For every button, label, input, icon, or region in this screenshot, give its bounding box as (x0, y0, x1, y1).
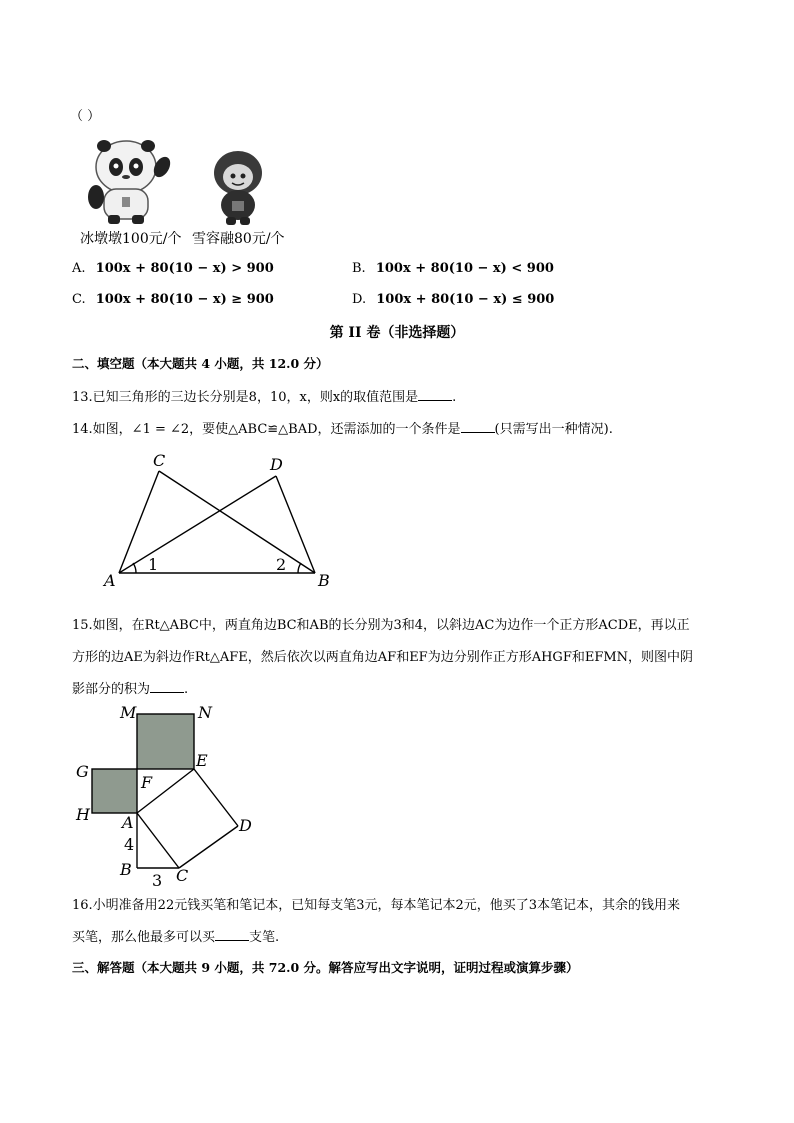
panda-price-label: 冰墩墩100元/个 (80, 231, 182, 247)
question-16-line-2 (72, 926, 279, 945)
question-13 (72, 386, 456, 405)
segment-ED (194, 769, 238, 826)
section3-heading: 三、解答题（本大题共 9 小题，共 72.0 分。解答应写出文字说明，证明过程或演算步骤） (72, 960, 579, 975)
q15-text-end: . (184, 682, 189, 697)
part2-title: 第 II 卷（非选择题） (329, 325, 465, 341)
label-G: G (76, 762, 89, 781)
label-D: D (239, 816, 252, 835)
q16-text-end: 支笔. (249, 930, 280, 945)
option-b-text: 100x + 80(10 − x) < 900 (375, 261, 554, 276)
label-F: F (141, 773, 153, 792)
section2-heading: 二、填空题（本大题共 4 小题，共 12.0 分） (72, 356, 329, 371)
q16-text: 买笔，那么他最多可以买 (72, 930, 216, 945)
q14-answer-blank[interactable] (461, 420, 495, 433)
option-a-label: A. (72, 261, 86, 276)
panda-mascot-image (78, 137, 178, 225)
label-B: B (318, 571, 330, 590)
option-a-text: 100x + 80(10 − x) > 900 (95, 261, 274, 276)
option-d-label: D. (352, 292, 367, 307)
label-H: H (76, 805, 90, 824)
figure-15-diagram (72, 700, 272, 890)
option-c-label: C. (72, 292, 86, 307)
lantern-price-label: 雪容融80元/个 (192, 231, 285, 247)
q13-text-end: . (452, 390, 457, 405)
q14-text: 14.如图，∠1 = ∠2，要使△ABC≌△BAD，还需添加的一个条件是 (72, 422, 461, 437)
angle-1-arc (133, 563, 136, 573)
q15-text: 影部分的积为 (72, 682, 151, 697)
label-A: A (122, 813, 134, 832)
label-length-3: 3 (152, 871, 163, 890)
option-a[interactable] (72, 261, 274, 276)
segment-CA (137, 813, 179, 868)
label-C: C (153, 452, 166, 470)
option-c-text: 100x + 80(10 − x) ≥ 900 (95, 292, 274, 307)
question-15-line-3 (72, 678, 188, 697)
label-N: N (198, 703, 212, 722)
label-B: B (120, 860, 132, 879)
segment-DC (179, 826, 238, 868)
question-15-line-1: 15.如图，在Rt△ABC中，两直角边BC和AB的长分别为3和4，以斜边AC为边作一个正方形ACDE，再以正 (72, 618, 690, 633)
figure-14-diagram (100, 452, 340, 592)
question-16-line-1: 16.小明准备用22元钱买笔和笔记本，已知每支笔3元，每本笔记本2元，他买了3本笔记本，其余的钱用来 (72, 898, 681, 913)
option-d-text: 100x + 80(10 − x) ≤ 900 (376, 292, 555, 307)
label-angle-1: 1 (148, 555, 159, 574)
option-c[interactable] (72, 292, 274, 307)
label-angle-2: 2 (276, 555, 287, 574)
q13-text: 13.已知三角形的三边长分别是8，10，x，则x的取值范围是 (72, 390, 419, 405)
angle-2-arc (298, 563, 301, 573)
option-b[interactable] (352, 261, 554, 276)
q15-answer-blank[interactable] (150, 680, 184, 693)
q13-answer-blank[interactable] (418, 388, 452, 401)
option-d[interactable] (352, 292, 554, 307)
q14-text-end: (只需写出一种情况). (494, 422, 613, 437)
square-EFMN (137, 714, 194, 769)
lantern-mascot-image (208, 147, 270, 225)
answer-parentheses: （ ） (70, 109, 101, 124)
square-AHGF (92, 769, 137, 813)
label-M: M (120, 703, 137, 722)
question-15-line-2: 方形的边AE为斜边作Rt△AFE，然后依次以两直角边AF和EF为边分别作正方形AHGF和EFMN，则图中阴 (72, 650, 694, 665)
option-b-label: B. (352, 261, 366, 276)
label-D: D (270, 455, 283, 474)
label-C: C (176, 866, 189, 885)
label-length-4: 4 (124, 835, 135, 854)
segment-CB (159, 471, 315, 573)
question-14 (72, 418, 613, 437)
label-E: E (196, 751, 208, 770)
q16-answer-blank[interactable] (215, 928, 249, 941)
label-A: A (104, 571, 116, 590)
segment-AD (119, 476, 276, 573)
